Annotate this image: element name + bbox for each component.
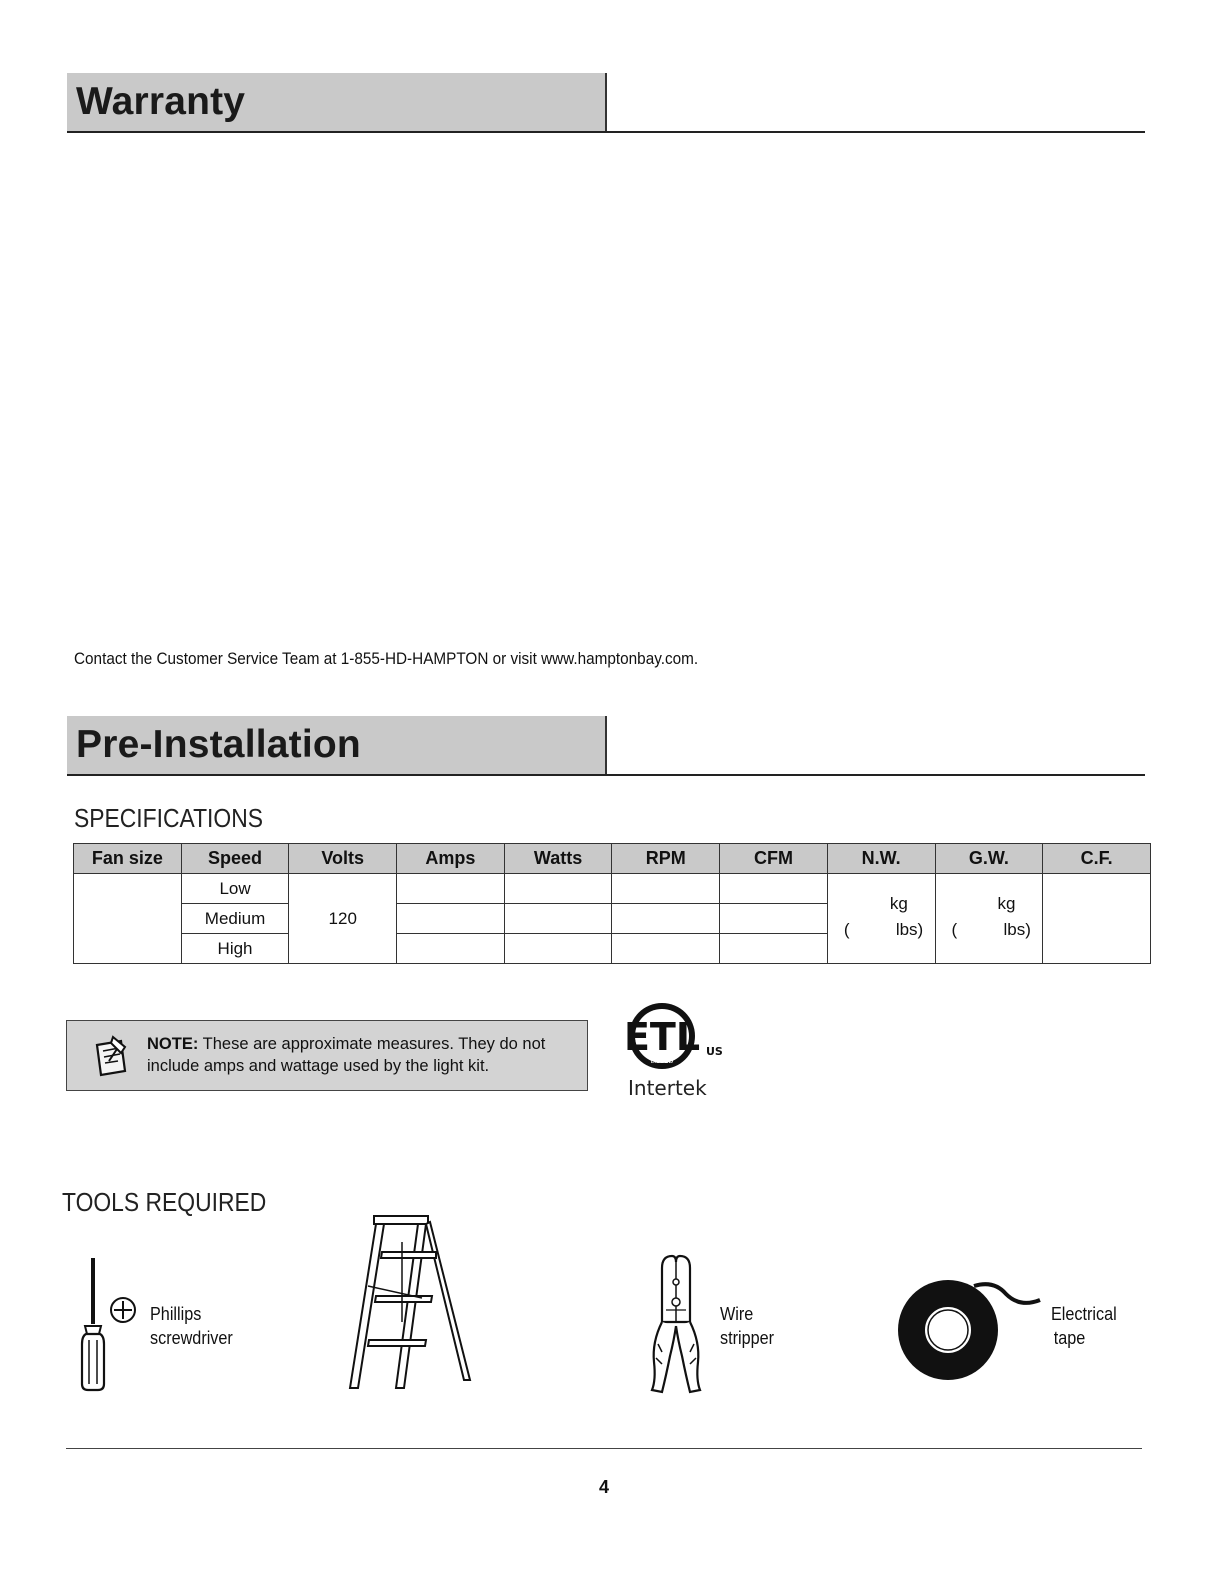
- gw-lbs-unit: lbs): [1003, 920, 1031, 939]
- rpm-cell: [612, 904, 720, 934]
- warranty-title: Warranty: [76, 80, 246, 123]
- tool-label-line: stripper: [720, 1328, 775, 1348]
- amps-cell: [397, 874, 505, 904]
- electrical-tape-icon: [894, 1274, 1044, 1384]
- speed-high: High: [181, 934, 289, 964]
- cfm-cell: [720, 904, 828, 934]
- watts-cell: [504, 934, 612, 964]
- tools-heading: TOOLS REQUIRED: [62, 1187, 267, 1217]
- amps-cell: [397, 904, 505, 934]
- wire-stripper-icon: [640, 1252, 710, 1397]
- warranty-header: [67, 73, 1145, 133]
- table-row: [74, 874, 1151, 904]
- col-cf: C.F.: [1043, 844, 1151, 874]
- col-gw: G.W.: [935, 844, 1043, 874]
- volts-cell: 120: [289, 874, 397, 964]
- nw-kg-unit: kg: [889, 894, 908, 913]
- tool-label-line: Wire: [720, 1304, 754, 1324]
- amps-cell: [397, 934, 505, 964]
- note-body: These are approximate measures. They do not include amps and wattage used by the light kit.: [147, 1035, 546, 1075]
- gw-cell: [935, 874, 1043, 964]
- svg-text:ETL: ETL: [624, 1015, 701, 1059]
- svg-text:US: US: [706, 1045, 723, 1058]
- watts-cell: [504, 874, 612, 904]
- tool-label-line: Phillips: [150, 1304, 202, 1324]
- speed-medium: Medium: [181, 904, 289, 934]
- step-ladder-icon: [346, 1212, 476, 1392]
- etl-mark-icon: [624, 1000, 724, 1072]
- note-pad-icon: [91, 1033, 133, 1077]
- nw-cell: [827, 874, 935, 964]
- rpm-cell: [612, 934, 720, 964]
- specifications-heading: SPECIFICATIONS: [74, 803, 264, 833]
- tool-label-line: screwdriver: [150, 1328, 233, 1348]
- intertek-label: Intertek: [628, 1076, 707, 1100]
- phillips-screwdriver-icon: [76, 1256, 146, 1396]
- svg-text:LISTED: LISTED: [650, 1057, 674, 1065]
- cf-cell: [1043, 874, 1151, 964]
- preinstall-title: Pre-Installation: [76, 723, 361, 766]
- cfm-cell: [720, 934, 828, 964]
- gw-lbs-open: (: [951, 920, 958, 939]
- tool-label-electrical-tape: [1051, 1302, 1117, 1350]
- tool-label-wire-stripper: [720, 1302, 774, 1350]
- nw-lbs-open: (: [843, 920, 850, 939]
- note-label: NOTE:: [147, 1035, 199, 1053]
- col-volts: Volts: [289, 844, 397, 874]
- tool-label-line: tape: [1053, 1328, 1086, 1348]
- page-number: 4: [598, 1477, 609, 1497]
- speed-low: Low: [181, 874, 289, 904]
- fan-size-cell: [74, 874, 182, 964]
- tool-label-line: Electrical: [1051, 1304, 1117, 1324]
- col-fan-size: Fan size: [74, 844, 182, 874]
- col-nw: N.W.: [827, 844, 935, 874]
- col-rpm: RPM: [612, 844, 720, 874]
- watts-cell: [504, 904, 612, 934]
- cfm-cell: [720, 874, 828, 904]
- col-cfm: CFM: [720, 844, 828, 874]
- preinstall-header: [67, 716, 1145, 776]
- table-header-row: [74, 844, 1151, 874]
- contact-text: Contact the Customer Service Team at 1-855-HD-HAMPTON or visit www.hamptonbay.com.: [74, 649, 699, 668]
- col-watts: Watts: [504, 844, 612, 874]
- nw-lbs-unit: lbs): [895, 920, 924, 939]
- col-speed: Speed: [181, 844, 289, 874]
- note-text: [147, 1033, 567, 1077]
- footer-divider: [66, 1448, 1142, 1449]
- specifications-table: [73, 843, 1151, 964]
- col-amps: Amps: [397, 844, 505, 874]
- etl-listed-logo: [624, 1000, 724, 1100]
- tool-label-screwdriver: [150, 1302, 233, 1350]
- note-box: [66, 1020, 588, 1091]
- rpm-cell: [612, 874, 720, 904]
- gw-kg-unit: kg: [997, 894, 1016, 913]
